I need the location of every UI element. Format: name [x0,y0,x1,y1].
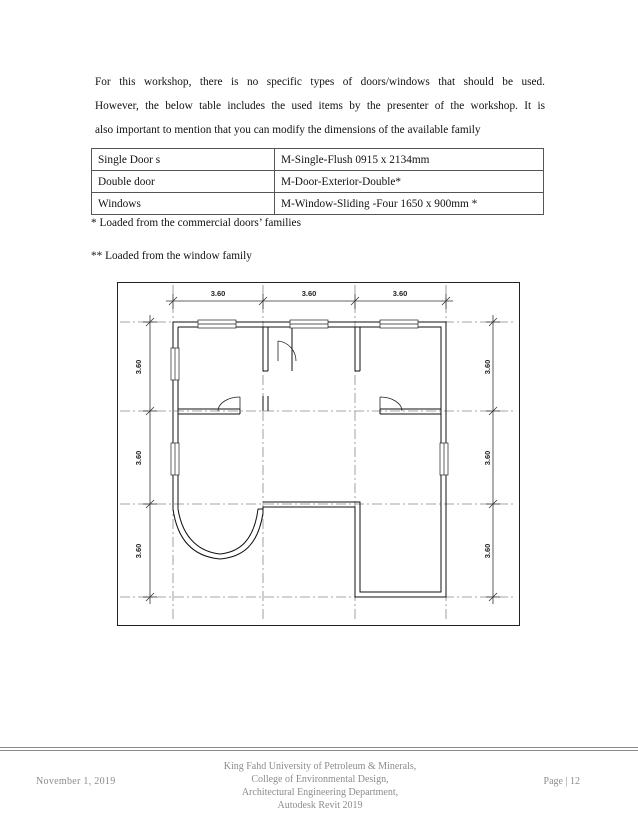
intro-line: However, the below table includes the used items by the presenter of the workshop. It is [95,100,545,112]
item-name-cell: Single Door s [92,149,275,171]
table-row [92,171,544,193]
dim-left-2: 3.60 [134,450,143,466]
dim-right-1: 3.60 [483,359,492,375]
footer-institution-line: King Fahd University of Petroleum & Minerals, [223,761,417,772]
dim-left-3: 3.60 [134,543,143,559]
dim-top-1: 3.60 [210,289,226,298]
windows [171,320,448,475]
item-name-cell: Windows [92,193,275,215]
footer-institution-line: College of Environmental Design, [251,774,389,785]
footer-institution-line: Architectural Engineering Department, [241,787,399,798]
intro-line: also important to mention that you can modify the dimensions of the available family [95,124,481,136]
dim-right-3: 3.60 [483,543,492,559]
footer-date: November 1, 2019 [36,776,116,787]
footer-institution-line: Autodesk Revit 2019 [277,800,363,811]
intro-paragraph [95,70,545,142]
walls [173,322,446,597]
dim-top-2: 3.60 [301,289,317,298]
item-family-cell: M-Single-Flush 0915 x 2134mm [275,149,544,171]
intro-line: For this workshop, there is no specific types of doors/windows that should be used. [95,76,545,88]
grid-lines [120,285,516,622]
footer-rule-top [0,747,638,748]
dim-right-2: 3.60 [483,450,492,466]
floor-plan-figure [117,282,520,626]
table-row [92,149,544,171]
table-row [92,193,544,215]
dim-left-1: 3.60 [134,359,143,375]
dim-top-3: 3.60 [392,289,408,298]
note-commercial-doors: * Loaded from the commercial doors’ families [91,217,301,229]
footer-institution [180,760,460,812]
door-window-table [91,148,544,215]
note-window-family: ** Loaded from the window family [91,250,252,262]
item-family-cell: M-Door-Exterior-Double* [275,171,544,193]
item-name-cell: Double door [92,171,275,193]
doors [218,341,402,411]
footer-rule-bottom [0,750,638,751]
item-family-cell: M-Window-Sliding -Four 1650 x 900mm * [275,193,544,215]
footer-page-number: Page | 12 [543,776,580,787]
floor-plan-drawing [118,283,518,624]
